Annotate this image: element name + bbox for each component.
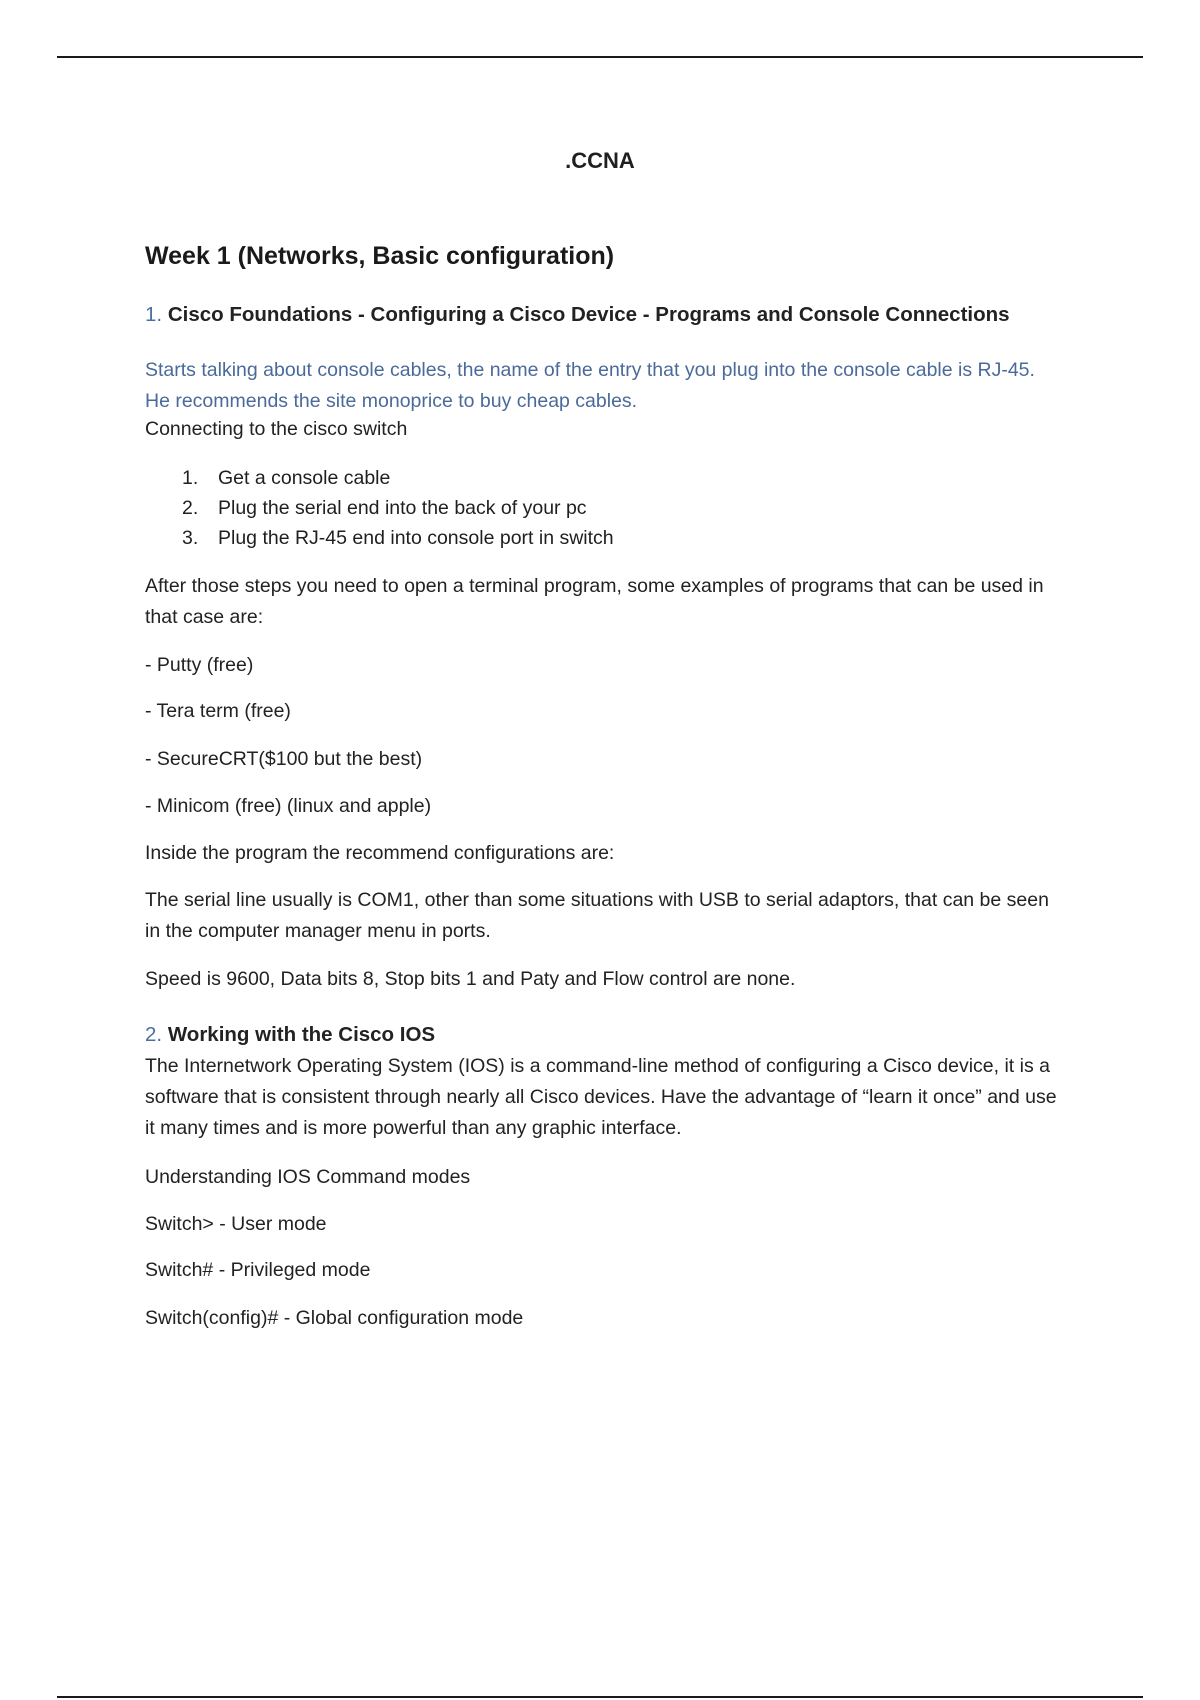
document-title: .CCNA xyxy=(565,148,635,173)
program-item: - Tera term (free) xyxy=(145,700,291,722)
after-steps-text: After those steps you need to open a terminal program, some examples of programs that can be used in that case are: xyxy=(145,575,1044,628)
mode-item: Switch# - Privileged mode xyxy=(145,1259,371,1281)
modes-heading: Understanding IOS Command modes xyxy=(145,1166,471,1188)
section2-heading xyxy=(145,1023,435,1047)
speed-text: Speed is 9600, Data bits 8, Stop bits 1 and Paty and Flow control are none. xyxy=(145,968,796,990)
section1-number: 1. xyxy=(145,303,163,326)
program-item: - Minicom (free) (linux and apple) xyxy=(145,795,432,817)
list-item: 1. Get a console cable xyxy=(182,467,391,489)
serial-line-text: The serial line usually is COM1, other than some situations with USB to serial adaptors, that can be seen in the computer manager menu in ports. xyxy=(145,889,1049,942)
list-item: 3. Plug the RJ-45 end into console port in switch xyxy=(182,527,614,549)
footer-rule xyxy=(57,1696,1143,1698)
week-heading: Week 1 (Networks, Basic configuration) xyxy=(145,242,615,270)
header-rule xyxy=(57,56,1143,58)
mode-item: Switch(config)# - Global configuration mode xyxy=(145,1307,524,1329)
section2-number: 2. xyxy=(145,1023,163,1046)
mode-item: Switch> - User mode xyxy=(145,1213,327,1235)
section2-title: Working with the Cisco IOS xyxy=(167,1023,436,1046)
program-item: - SecureCRT($100 but the best) xyxy=(145,748,423,770)
section1-intro: Starts talking about console cables, the name of the entry that you plug into the console cable is RJ-45. He recommends the site monoprice to buy cheap cables. xyxy=(145,359,1035,412)
list-item: 2. Plug the serial end into the back of your pc xyxy=(182,497,587,519)
inside-program-text: Inside the program the recommend configurations are: xyxy=(145,842,615,864)
section1-heading xyxy=(145,303,1010,327)
section1-title: Cisco Foundations - Configuring a Cisco Device - Programs and Console Connections xyxy=(167,303,1010,326)
steps-list xyxy=(145,463,614,553)
connecting-text: Connecting to the cisco switch xyxy=(145,418,408,440)
program-item: - Putty (free) xyxy=(145,654,254,676)
section2-intro: The Internetwork Operating System (IOS) is a command-line method of configuring a Cisco device, it is a software that is consistent through nearly all Cisco devices. Have the advantage of “learn it once” and use it many times and is more powerful than any graphic interface. xyxy=(145,1055,1057,1139)
